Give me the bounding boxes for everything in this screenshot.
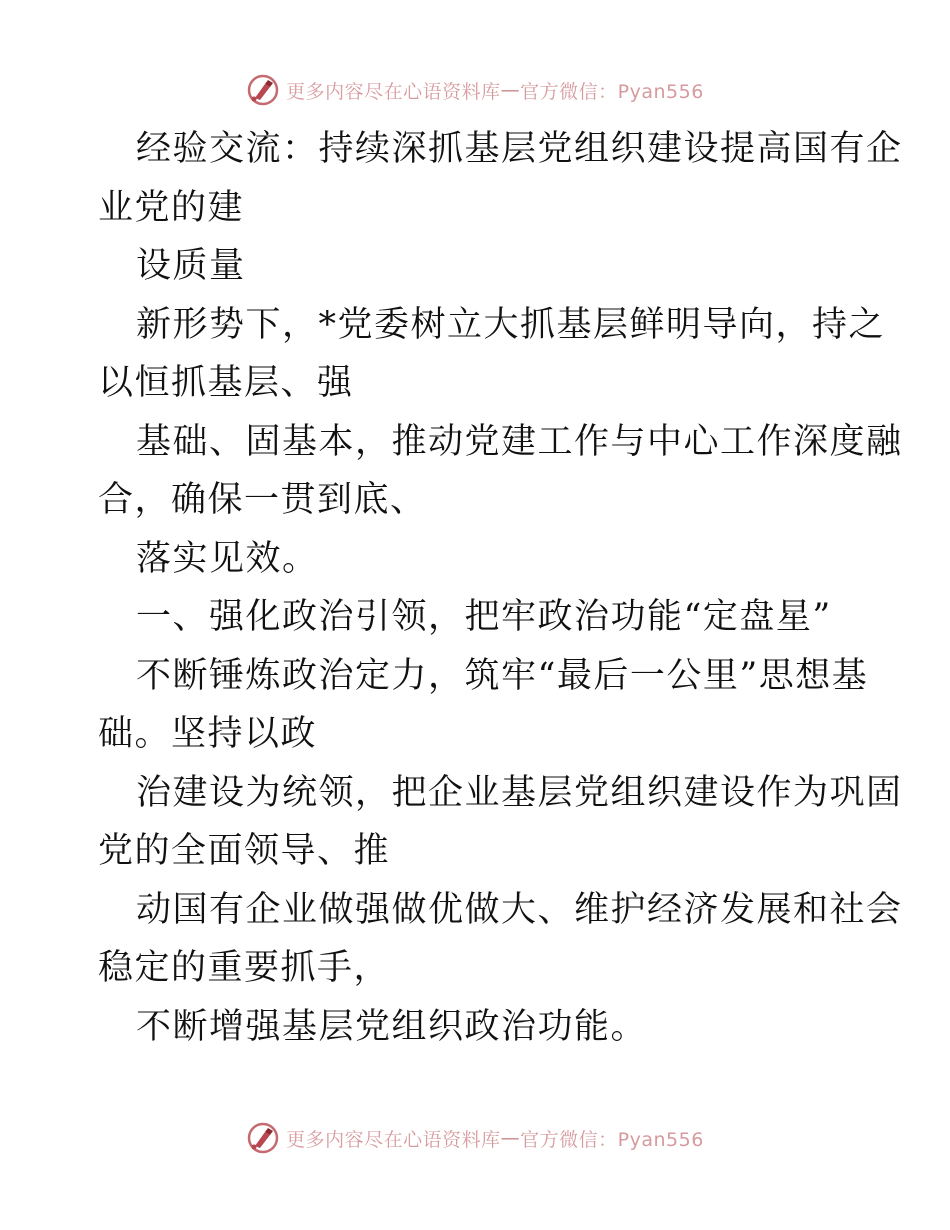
- paragraph-line: 以恒抓基层、强: [98, 363, 354, 403]
- title-line-3: 设质量: [136, 246, 246, 286]
- paragraph-line: 新形势下，*党委树立大抓基层鲜明导向，持之: [136, 304, 886, 345]
- watermark-contact: 官方微信：Pyan556: [520, 1128, 704, 1151]
- pen-nib-logo-icon: [246, 1121, 280, 1155]
- watermark-contact: 官方微信：Pyan556: [520, 80, 704, 103]
- paragraph-line: 不断锤炼政治定力，筑牢“最后一公里”思想基: [136, 655, 869, 696]
- paragraph-line: 基础、固基本，推动党建工作与中心工作深度融: [136, 421, 903, 462]
- watermark-separator: —: [500, 79, 521, 101]
- header-watermark: [0, 70, 950, 110]
- paragraph-line: 治建设为统领，把企业基层党组织建设作为巩固: [136, 772, 903, 813]
- watermark-text: 更多内容尽在心语资料库: [286, 1128, 501, 1151]
- section-heading: 一、强化政治引领，把牢政治功能“定盘星”: [136, 597, 832, 637]
- paragraph-line: 稳定的重要抓手，: [98, 948, 391, 988]
- paragraph-line: 党的全面领导、推: [98, 831, 391, 871]
- paragraph-line: 动国有企业做强做优做大、维护经济发展和社会: [136, 889, 903, 930]
- title-line-2: 业党的建: [98, 187, 245, 228]
- paragraph-line: 合，确保一贯到底、: [98, 480, 427, 520]
- paragraph-line: 不断增强基层党组织政治功能。: [136, 1006, 648, 1047]
- paragraph-line: 落实见效。: [136, 538, 319, 579]
- title-line-1: 经验交流：持续深抓基层党组织建设提高国有企: [136, 129, 903, 169]
- paragraph-line: 础。坚持以政: [98, 714, 318, 754]
- footer-watermark: [0, 1118, 950, 1158]
- watermark-text: 更多内容尽在心语资料库: [286, 80, 501, 103]
- pen-nib-logo-icon: [246, 73, 280, 107]
- watermark-separator: —: [500, 1127, 521, 1149]
- document-body: [98, 120, 903, 1056]
